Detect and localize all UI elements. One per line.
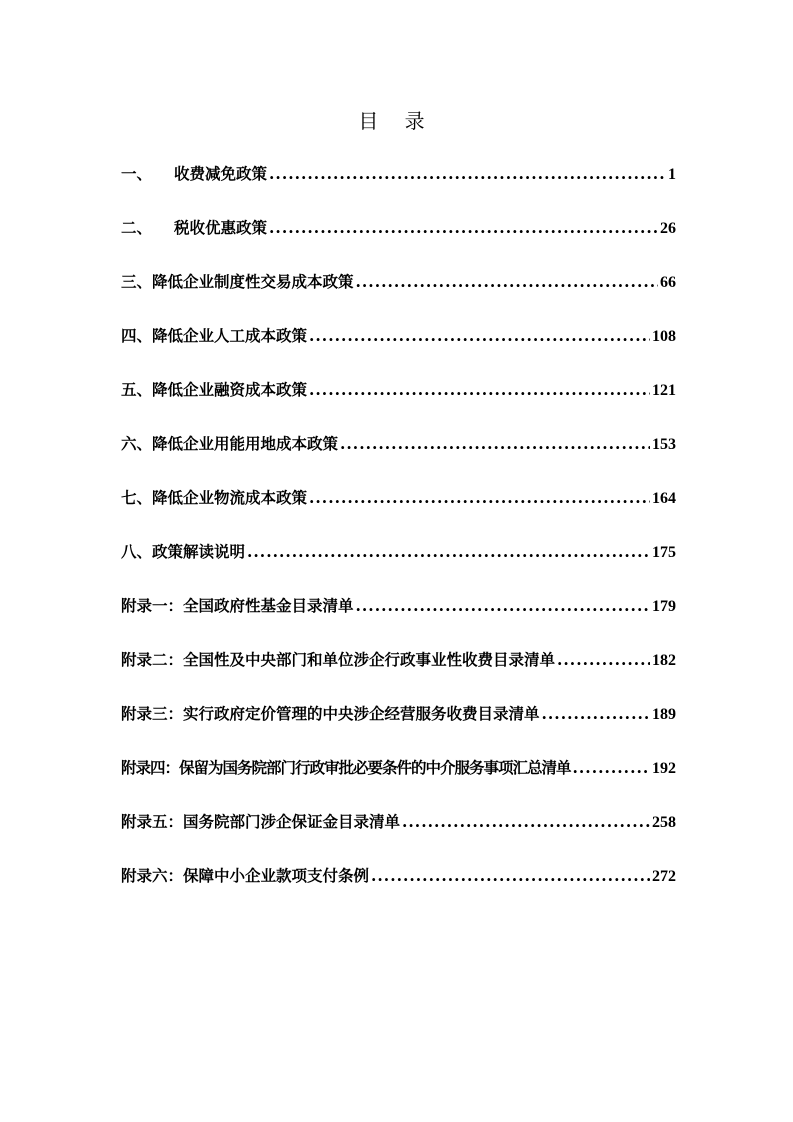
toc-entry-page: 182 [652, 652, 676, 669]
toc-entry-page: 1 [668, 166, 676, 183]
toc-entry-page: 192 [652, 760, 676, 777]
toc-entry[interactable] [121, 594, 676, 648]
toc-entry[interactable] [121, 756, 676, 810]
toc-entry[interactable] [121, 216, 676, 270]
toc-entry-text: 附录三：实行政府定价管理的中央涉企经营服务收费目录清单 [121, 705, 540, 723]
toc-entry-page: 108 [652, 328, 676, 345]
toc-leader-dots [340, 434, 650, 453]
toc-entry-text: 附录六：保障中小企业款项支付条例 [121, 867, 370, 885]
toc-entry-page: 153 [652, 436, 676, 453]
toc-leader-dots [309, 326, 650, 345]
toc-entry-text: 六、降低企业用能用地成本政策 [121, 435, 339, 453]
toc-entry-text: 三、降低企业制度性交易成本政策 [121, 273, 354, 291]
toc-entry[interactable] [121, 324, 676, 378]
toc-entry-number: 二、 [121, 219, 153, 237]
toc-list [121, 162, 676, 918]
toc-leader-dots [247, 542, 650, 561]
toc-leader-dots [402, 812, 650, 831]
toc-entry-text: 五、降低企业融资成本政策 [121, 381, 308, 399]
toc-entry-text: 附录二：全国性及中央部门和单位涉企行政事业性收费目录清单 [121, 651, 556, 669]
toc-entry-text: 收费减免政策 [174, 165, 268, 183]
toc-entry-page: 66 [660, 274, 676, 291]
toc-leader-dots [557, 650, 650, 669]
toc-entry[interactable] [121, 432, 676, 486]
toc-entry-label [121, 162, 267, 184]
toc-entry[interactable] [121, 702, 676, 756]
toc-leader-dots [356, 596, 650, 615]
toc-entry-text: 附录四：保留为国务院部门行政审批必要条件的中介服务事项汇总清单 [121, 759, 571, 777]
toc-entry-text: 税收优惠政策 [174, 219, 268, 237]
toc-entry-page: 164 [652, 490, 676, 507]
toc-entry-page: 26 [660, 220, 676, 237]
toc-entry[interactable] [121, 648, 676, 702]
toc-entry-text: 八、政策解读说明 [121, 543, 246, 561]
toc-entry-label [121, 216, 267, 238]
toc-leader-dots [269, 218, 658, 237]
toc-leader-dots [573, 758, 650, 777]
toc-leader-dots [309, 488, 650, 507]
toc-entry-page: 179 [652, 598, 676, 615]
toc-entry-text: 四、降低企业人工成本政策 [121, 327, 308, 345]
toc-leader-dots [309, 380, 650, 399]
toc-leader-dots [269, 164, 666, 183]
toc-leader-dots [356, 272, 658, 291]
toc-entry[interactable] [121, 486, 676, 540]
toc-entry-text: 附录一：全国政府性基金目录清单 [121, 597, 354, 615]
toc-entry-text: 七、降低企业物流成本政策 [121, 489, 308, 507]
toc-entry-text: 附录五：国务院部门涉企保证金目录清单 [121, 813, 401, 831]
toc-entry-page: 121 [652, 382, 676, 399]
toc-entry[interactable] [121, 810, 676, 864]
toc-title: 目 录 [358, 109, 435, 133]
toc-entry[interactable] [121, 864, 676, 918]
toc-entry[interactable] [121, 540, 676, 594]
toc-entry-page: 272 [652, 868, 676, 885]
toc-entry[interactable] [121, 378, 676, 432]
toc-entry-number: 一、 [121, 165, 153, 183]
toc-leader-dots [542, 704, 650, 723]
toc-entry-page: 258 [652, 814, 676, 831]
toc-entry-page: 189 [652, 706, 676, 723]
toc-entry[interactable] [121, 162, 676, 216]
toc-entry-page: 175 [652, 544, 676, 561]
toc-entry[interactable] [121, 270, 676, 324]
toc-leader-dots [371, 866, 650, 885]
